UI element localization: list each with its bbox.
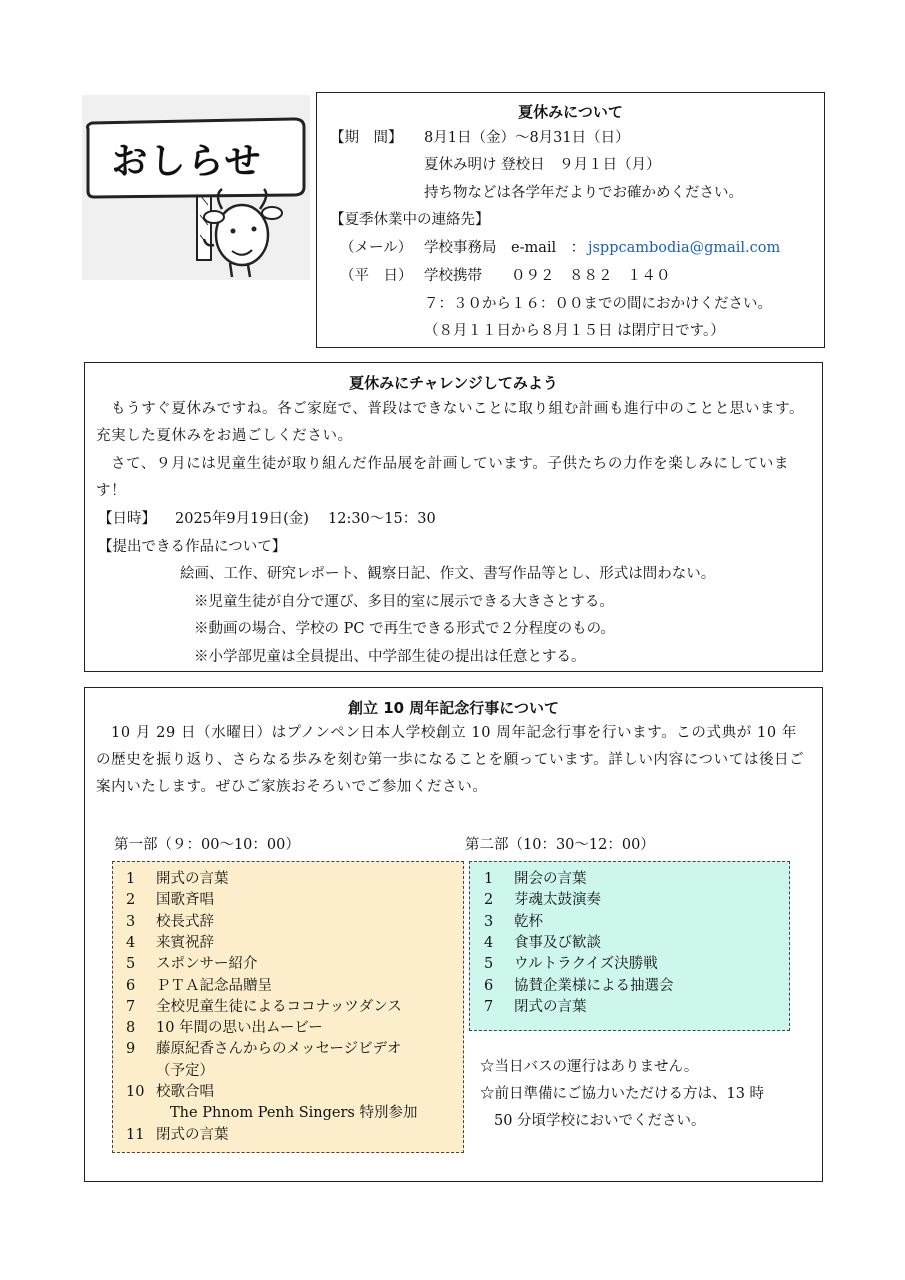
date-label: 【日時】	[98, 511, 156, 527]
challenge-title: 夏休みにチャレンジしてみよう	[349, 374, 558, 392]
summer-title: 夏休みについて	[518, 103, 623, 121]
anniversary-title: 創立 10 周年記念行事について	[347, 699, 560, 717]
program-item-text: 開式の言葉	[156, 871, 229, 887]
program-item-text: 藤原紀香さんからのメッセージビデオ	[156, 1041, 402, 1058]
mail-office: 学校事務局 e-mail ：	[424, 240, 586, 256]
program-item-text: 芽魂太鼓演奏	[514, 892, 601, 909]
program-item-text: スポンサー紹介	[156, 956, 258, 973]
period-value: 8月1日（金）～8月31日（日）	[424, 130, 630, 146]
program-item-text: 来賓祝辞	[156, 934, 214, 951]
program-item	[484, 997, 587, 1017]
program-item-number: 2	[126, 892, 136, 909]
return-day: 夏休み明け 登校日 ９月１日（月）	[424, 157, 661, 173]
program-item	[126, 890, 214, 910]
program-item-number: 4	[484, 934, 494, 951]
program-item-number: 6	[484, 977, 494, 994]
bus-note: ☆当日バスの運行はありません。	[480, 1059, 699, 1075]
call-hours: ７：３０から１６：００までの間におかけください。	[424, 296, 772, 312]
program-item-number: 6	[126, 977, 136, 994]
program-item-text: 協賛企業様による抽選会	[514, 977, 674, 994]
program-item-number: 3	[484, 913, 494, 930]
prep-note: ☆前日準備にご協力いただける方は、13 時	[480, 1086, 765, 1102]
program-item	[126, 933, 214, 953]
program-item	[484, 869, 587, 889]
works-note3: ※小学部児童は全員提出、中学部生徒の提出は任意とする。	[194, 649, 586, 665]
program-item-number: 7	[484, 998, 494, 1015]
program-item-number: 1	[126, 871, 136, 887]
program-item-text: 閉式の言葉	[514, 998, 587, 1015]
program-item-text: ＰＴＡ記念品贈呈	[156, 977, 272, 994]
part2-heading: 第二部（10：30～12：00）	[465, 837, 655, 853]
program-item-number: 10	[126, 1084, 145, 1100]
works-note2: ※動画の場合、学校の PC で再生できる形式で２分程度のもの。	[194, 621, 615, 637]
program-item	[126, 869, 229, 889]
program-item-number: 5	[126, 956, 136, 973]
works-header: 【提出できる作品について】	[98, 539, 287, 555]
program-item-text: 国歌斉唱	[156, 892, 214, 909]
program-item	[484, 976, 674, 996]
program-item-text: （予定）	[156, 1062, 214, 1079]
program-item	[126, 1039, 401, 1059]
part1-heading: 第一部（９：00～10：00）	[114, 837, 300, 853]
program-item	[126, 912, 214, 932]
program-item-text: 乾杯	[514, 913, 543, 930]
program-item-text: 10 年間の思い出ムービー	[156, 1020, 323, 1037]
program-item-number: 7	[126, 998, 136, 1015]
notice-sign-text: おしらせ	[111, 141, 263, 182]
works-body: 絵画、工作、研究レポート、観察日記、作文、書写作品等とし、形式は問わない。	[180, 566, 716, 582]
program-item	[126, 1061, 214, 1081]
belongings-note: 持ち物などは各学年だよりでお確かめください。	[424, 185, 743, 201]
weekday-label: （平 日）	[340, 268, 413, 284]
challenge-para1: もうすぐ夏休みですね。各ご家庭で、普段はできないことに取り組む計画も進行中のことと思います。充実した夏休みをお過ごしください。	[96, 401, 805, 444]
program-item-number: 11	[126, 1126, 145, 1143]
program-item-text: The Phnom Penh Singers 特別参加	[170, 1105, 418, 1122]
mail-label: （メール）	[340, 240, 413, 256]
program-item	[126, 997, 402, 1017]
phone-number: 学校携帯 ０９２ ８８２ １４０	[424, 268, 671, 284]
notice-illustration	[82, 95, 310, 280]
program-item	[484, 933, 601, 953]
program-item-number: 9	[126, 1041, 136, 1058]
prep-note-cont: 50 分頃学校においでください。	[494, 1113, 706, 1129]
program-item-number: 1	[484, 871, 494, 887]
program-item	[484, 890, 601, 910]
program-item-text: ウルトラクイズ決勝戦	[514, 956, 658, 973]
program-item	[126, 1018, 323, 1038]
program-item	[126, 1125, 229, 1145]
program-item-number: 8	[126, 1020, 136, 1037]
program-item-text: 校歌合唱	[156, 1084, 214, 1100]
program-item-number: 3	[126, 913, 136, 930]
anniversary-intro: 10 月 29 日（水曜日）はプノンペン日本人学校創立 10 周年記念行事を行います。この式典が 10 年の歴史を振り返り、さらなる歩みを刻む第一歩になることを願っています。詳しい内容については後日ご案内いたします。ぜひご家族おそろいでご参加ください。	[96, 725, 805, 795]
program-item	[126, 954, 258, 974]
program-item-text: 閉式の言葉	[156, 1126, 229, 1143]
program-item	[126, 1103, 417, 1123]
program-item	[484, 912, 543, 932]
program-item-number: 2	[484, 892, 494, 909]
period-label: 【期 間】	[330, 130, 403, 146]
program-item	[126, 1082, 214, 1102]
email-link[interactable]: jsppcambodia@gmail.com	[588, 240, 781, 256]
program-item-number: 5	[484, 956, 494, 973]
program-item-number: 4	[126, 934, 136, 951]
challenge-para2: さて、９月には児童生徒が取り組んだ作品展を計画しています。子供たちの力作を楽しみにしています！	[96, 456, 790, 499]
date-value: 2025年9月19日(金) 12:30～15：30	[175, 511, 436, 527]
program-item	[484, 954, 658, 974]
closed-days: （８月１１日から８月１５日 は閉庁日です。）	[424, 323, 725, 339]
program-item-text: 全校児童生徒によるココナッツダンス	[156, 998, 402, 1015]
program-item	[126, 976, 272, 996]
goat-sign-icon	[82, 95, 310, 280]
program-item-text: 校長式辞	[156, 913, 214, 930]
contact-header: 【夏季休業中の連絡先】	[330, 212, 490, 228]
works-note1: ※児童生徒が自分で運び、多目的室に展示できる大きさとする。	[194, 594, 614, 610]
program-item-text: 食事及び歓談	[514, 934, 601, 951]
program-item-text: 開会の言葉	[514, 871, 587, 887]
